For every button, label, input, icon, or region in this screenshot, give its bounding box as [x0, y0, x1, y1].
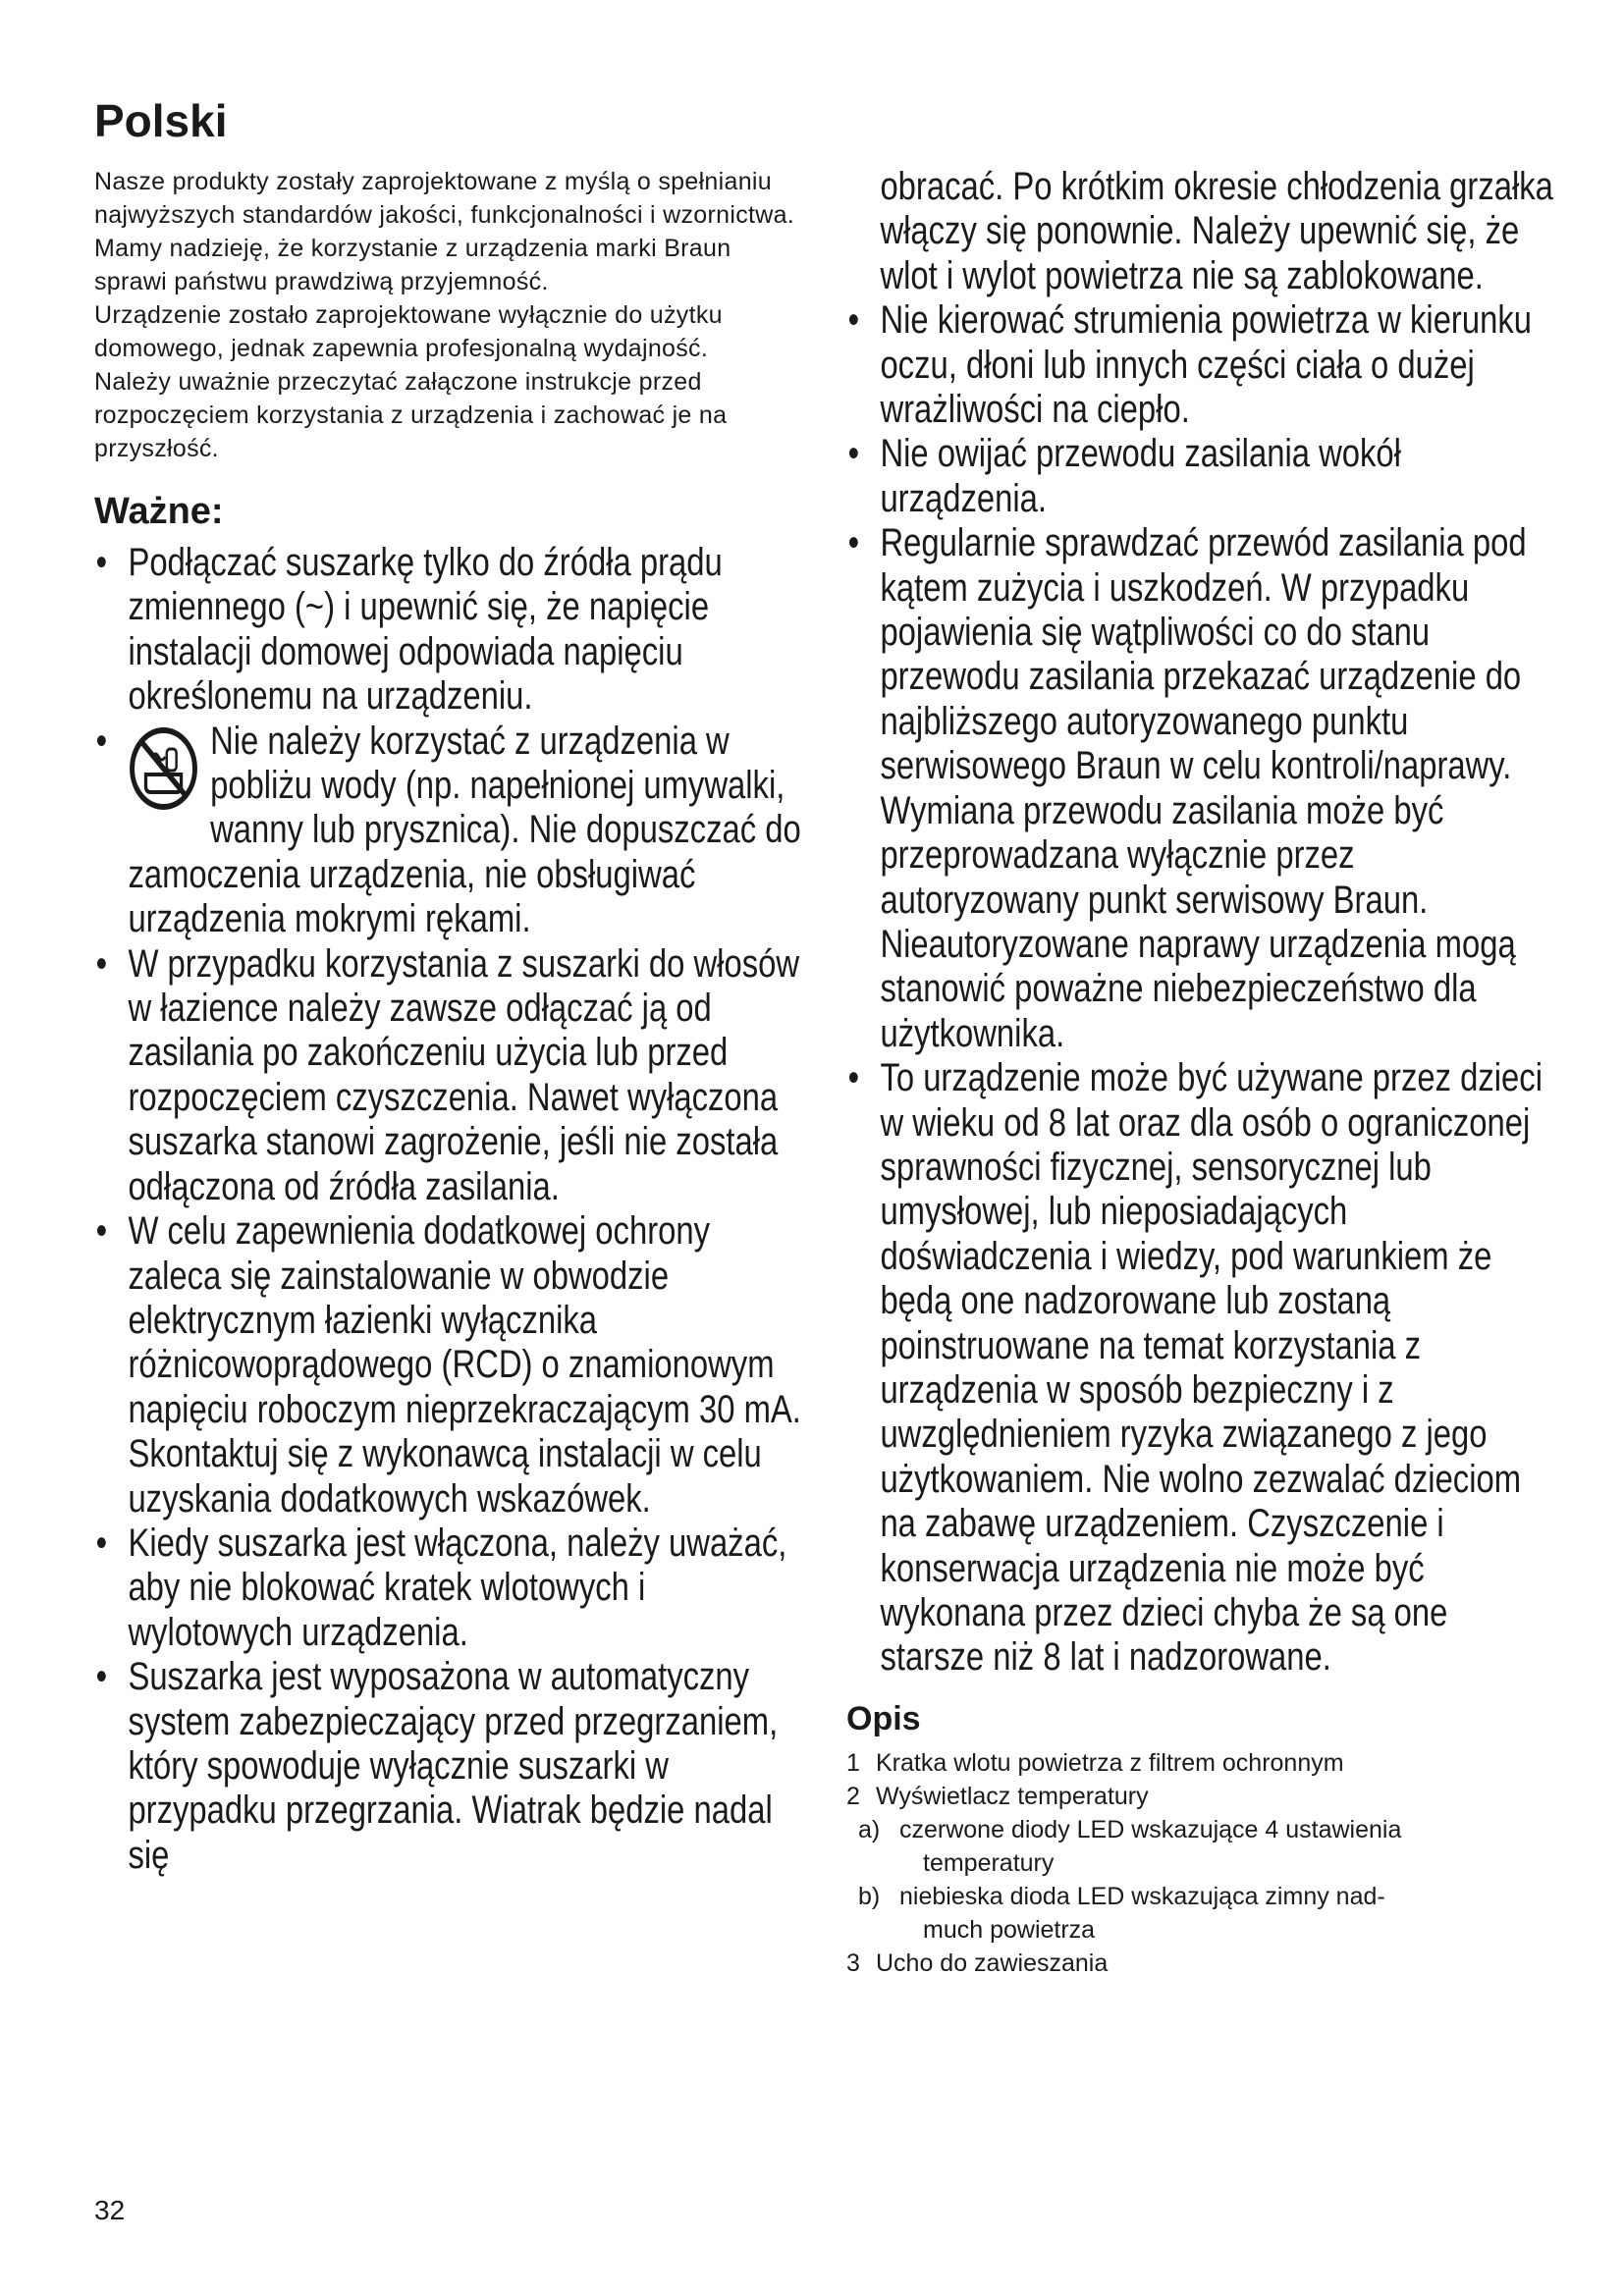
left-column [94, 165, 801, 1878]
description-subtext-wrap: temperatury [923, 1848, 1055, 1877]
no-water-icon [128, 725, 198, 812]
warning-item [94, 541, 801, 720]
description-text: Wyświetlacz temperatury [876, 1782, 1149, 1810]
warning-item [846, 298, 1553, 432]
warning-text: Kiedy suszarka jest włączona, należy uważać, aby nie blokować kratek wlotowych i wylotowych urządzenia. [128, 1521, 787, 1654]
warning-text: Suszarka jest wyposażona w automatyczny system zabezpieczający przed przegrzaniem, który spowoduje wyłącznie suszarki w przypadku przegrzania. Wiatrak będzie nadal się [128, 1655, 779, 1877]
important-heading: Ważne: [94, 491, 224, 532]
warning-item [94, 1209, 801, 1522]
warning-item [846, 432, 1553, 521]
description-item [846, 1947, 1553, 1980]
warning-text: Nie kierować strumienia powietrza w kierunku oczu, dłoni lub innych części ciała o dużej wrażliwości na ciepło. [880, 298, 1532, 432]
description-subtext: niebieska dioda LED wskazująca zimny nad- [899, 1882, 1385, 1910]
description-number: 1 [846, 1748, 860, 1777]
warning-item [846, 1056, 1553, 1681]
warning-text: Podłączać suszarkę tylko do źródła prądu zmiennego (~) i upewnić się, że napięcie instalacji domowej odpowiada napięciu określonemu na urządzeniu. [128, 541, 723, 719]
description-number: 3 [846, 1949, 860, 1977]
description-section [846, 1700, 1553, 1980]
description-subtext-wrap: much powietrza [923, 1915, 1096, 1944]
warning-item [846, 521, 1553, 1056]
warning-text: W celu zapewnienia dodatkowej ochrony zaleca się zainstalowanie w obwodzie elektrycznym łazienki wyłącznika różnicowoprądowego (RCD) o znamionowym napięciu roboczym nieprzekraczającym 30 mA. Skontaktuj się z wykonawcą instalacji w celu uzyskania dodatkowych wskazówek. [128, 1209, 801, 1521]
description-item [846, 1746, 1553, 1780]
warning-item [94, 942, 801, 1209]
warning-text: Regularnie sprawdzać przewód zasilania pod kątem zużycia i uszkodzeń. W przypadku pojawienia się wątpliwości co do stanu przewodu zasilania przekazać urządzenie do najbliższego autoryzowanego punktu serwisowego Braun w celu kontroli/naprawy. Wymiana przewodu zasilania może być przeprowadzana wyłącznie przez autoryzowany punkt serwisowy Braun. Nieautoryzowane naprawy urządzenia mogą stanowić poważne niebezpieczeństwo dla użytkownika. [880, 521, 1527, 1055]
description-heading: Opis [846, 1699, 921, 1737]
warnings-left-block [94, 541, 801, 1878]
warning-text: To urządzenie może być używane przez dzieci w wieku od 8 lat oraz dla osób o ograniczonej sprawności fizycznej, sensorycznej lub umysłowej, lub nieposiadających doświadczenia i wiedzy, pod warunkiem że będą one nadzorowane lub zostaną poinstruowane na temat korzystania z urządzenia w sposób bezpieczny i z uwzględnieniem ryzyka związanego z jego użytkowaniem. Nie wolno zezwalać dzieciom na zabawę urządzeniem. Czyszczenie i konserwacja urządzenia nie może być wykonana przez dzieci chyba że są one starsze niż 8 lat i nadzorowane. [880, 1056, 1543, 1680]
description-sublabel: b) [858, 1882, 881, 1910]
warning-text: W przypadku korzystania z suszarki do włosów w łazience należy zawsze odłączać ją od zasilania po zakończeniu użycia lub przed rozpoczęciem czyszczenia. Nawet wyłączona suszarka stanowi zagrożenie, jeśli nie została odłączona od źródła zasilania. [128, 941, 800, 1208]
description-subitem [846, 1813, 1553, 1880]
warning-continuation: obracać. Po krótkim okresie chłodzenia grzałka włączy się ponownie. Należy upewnić się, że wlot i wylot powietrza nie są zablokowane. [880, 165, 1553, 297]
warning-text: Nie należy korzystać z urządzenia w pobliżu wody (np. napełnionej umywalki, wanny lub prysznica). Nie dopuszczać do zamoczenia urządzenia, nie obsługiwać urządzenia mokrymi rękami. [128, 719, 801, 941]
description-number: 2 [846, 1782, 860, 1810]
page-title: Polski [94, 95, 228, 146]
description-item [846, 1780, 1553, 1813]
warning-item [94, 720, 801, 942]
description-subitem [846, 1880, 1553, 1947]
intro-paragraph: Nasze produkty zostały zaprojektowane z myślą o spełnianiu najwyższych standardów jakości, funkcjonalności i wzornictwa. Mamy nadzieję, że korzystanie z urządzenia marki Braun sprawi państwu prawdziwą przyjemność. [94, 168, 795, 295]
page-number: 32 [94, 2195, 126, 2225]
description-text: Ucho do zawieszania [876, 1949, 1109, 1977]
warnings-right-block [846, 165, 1553, 1681]
right-column [846, 165, 1553, 1980]
intro-paragraph: Urządzenie zostało zaprojektowane wyłącznie do użytku domowego, jednak zapewnia profesjonalną wydajność. [94, 301, 723, 362]
description-sublabel: a) [858, 1815, 881, 1843]
warning-item [94, 1522, 801, 1655]
description-subtext: czerwone diody LED wskazujące 4 ustawienia [899, 1815, 1402, 1843]
warning-text: Nie owijać przewodu zasilania wokół urządzenia. [880, 432, 1401, 520]
warning-item [94, 1655, 801, 1878]
description-text: Kratka wlotu powietrza z filtrem ochronnym [876, 1748, 1344, 1777]
intro-paragraph: Należy uważnie przeczytać załączone instrukcje przed rozpoczęciem korzystania z urządzenia i zachować je na przyszłość. [94, 368, 728, 462]
intro-text [94, 165, 801, 465]
